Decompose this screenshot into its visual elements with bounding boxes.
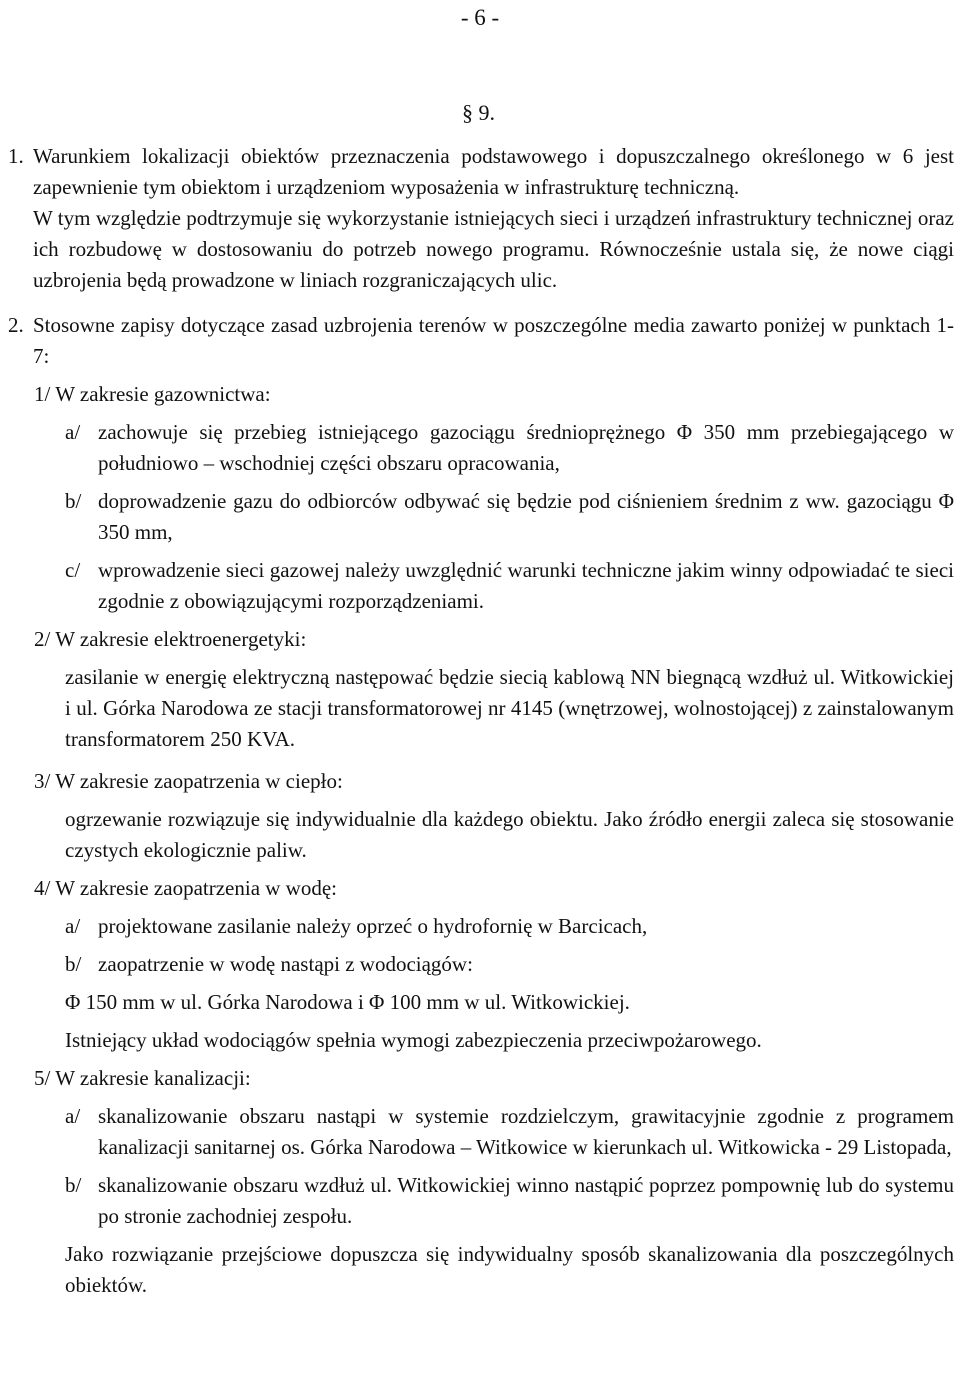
gas-item-c-text: wprowadzenie sieci gazowej należy uwzględnić warunki techniczne jakim winny odpowiadać te sieci zgodnie z obowiązującymi rozporządzeniami. — [98, 558, 954, 613]
gas-item-b-label: b/ — [65, 489, 82, 513]
water-heading: 4/ W zakresie zaopatrzenia w wodę: — [34, 876, 338, 900]
point-1-number: 1. — [8, 144, 24, 168]
point-2-paragraph: Stosowne zapisy dotyczące zasad uzbrojenia terenów w poszczególne media zawarto poniżej w punktach 1-7: — [33, 313, 954, 368]
water-item-b — [65, 949, 954, 980]
document-body — [8, 141, 954, 1301]
gas-item-b-text: doprowadzenie gazu do odbiorców odbywać się będzie pod ciśnieniem średnim z ww. gazociągu Φ 350 mm, — [98, 489, 954, 544]
gas-item-a-text: zachowuje się przebieg istniejącego gazociągu średnioprężnego Φ 350 mm przebiegającego w południowo – wschodniej części obszaru opracowania, — [98, 420, 954, 475]
gas-item-a-label: a/ — [65, 420, 81, 444]
point-1 — [8, 141, 954, 296]
water-item-a — [65, 911, 954, 942]
gas-item-b — [65, 486, 954, 548]
sewer-interim-text: Jako rozwiązanie przejściowe dopuszcza się indywidualny sposób skanalizowania dla poszczególnych obiektów. — [65, 1242, 954, 1297]
point-1-paragraph-b: W tym względzie podtrzymuje się wykorzystanie istniejących sieci i urządzeń infrastruktury technicznej oraz ich rozbudowę w dostosowaniu do potrzeb nowego programu. Równocześnie ustala się, że nowe ciągi uzbrojenia będą prowadzone w liniach rozgraniczających ulic. — [33, 206, 954, 292]
sewer-item-a-text: skanalizowanie obszaru nastąpi w systemie rozdzielczym, grawitacyjnie zgodnie z programem kanalizacji sanitarnej os. Górka Narodowa – Witkowice w kierunkach ul. Witkowicka - 29 Listopada, — [98, 1104, 954, 1159]
water-item-a-label: a/ — [65, 914, 81, 938]
section-heading: § 9. — [462, 100, 495, 125]
water-item-b-label: b/ — [65, 952, 82, 976]
power-text: zasilanie w energię elektryczną następować będzie siecią kablową NN biegnącą wzdłuż ul. Witkowickiej i ul. Górka Narodowa ze stacji transformatorowej nr 4145 (wnętrzowej, wolnostojącej) z zainstalowanym transformatorem 250 KVA. — [65, 665, 954, 751]
point-2 — [8, 310, 954, 372]
point-1-paragraph-a: Warunkiem lokalizacji obiektów przeznaczenia podstawowego i dopuszczalnego określonego w 6 jest zapewnienie tym obiektom i urządzeniom wyposażenia w infrastrukturę techniczną. — [33, 144, 954, 199]
heat-text: ogrzewanie rozwiązuje się indywidualnie dla każdego obiektu. Jako źródło energii zaleca się stosowanie czystych ekologicznie paliw. — [65, 807, 954, 862]
water-item-a-text: projektowane zasilanie należy oprzeć o hydrofornię w Barcicach, — [98, 914, 648, 938]
water-pipes-text: Φ 150 mm w ul. Górka Narodowa i Φ 100 mm w ul. Witkowickiej. — [65, 990, 630, 1014]
power-heading: 2/ W zakresie elektroenergetyki: — [34, 627, 307, 651]
gas-heading: 1/ W zakresie gazownictwa: — [34, 382, 271, 406]
gas-item-c-label: c/ — [65, 558, 81, 582]
water-fire-text: Istniejący układ wodociągów spełnia wymogi zabezpieczenia przeciwpożarowego. — [65, 1028, 762, 1052]
gas-item-c — [65, 555, 954, 617]
sewer-item-b-text: skanalizowanie obszaru wzdłuż ul. Witkowickiej winno nastąpić poprzez pompownię lub do systemu po stronie zachodniej zespołu. — [98, 1173, 954, 1228]
water-item-b-text: zaopatrzenie w wodę nastąpi z wodociągów: — [98, 952, 473, 976]
sewer-item-a — [65, 1101, 954, 1163]
sewer-heading: 5/ W zakresie kanalizacji: — [34, 1066, 251, 1090]
sewer-item-b-label: b/ — [65, 1173, 82, 1197]
sewer-item-a-label: a/ — [65, 1104, 81, 1128]
page-number: - 6 - — [460, 5, 500, 30]
point-1-content — [33, 141, 954, 296]
gas-item-a — [65, 417, 954, 479]
point-2-number: 2. — [8, 313, 24, 337]
heat-heading: 3/ W zakresie zaopatrzenia w ciepło: — [34, 769, 343, 793]
sewer-item-b — [65, 1170, 954, 1232]
